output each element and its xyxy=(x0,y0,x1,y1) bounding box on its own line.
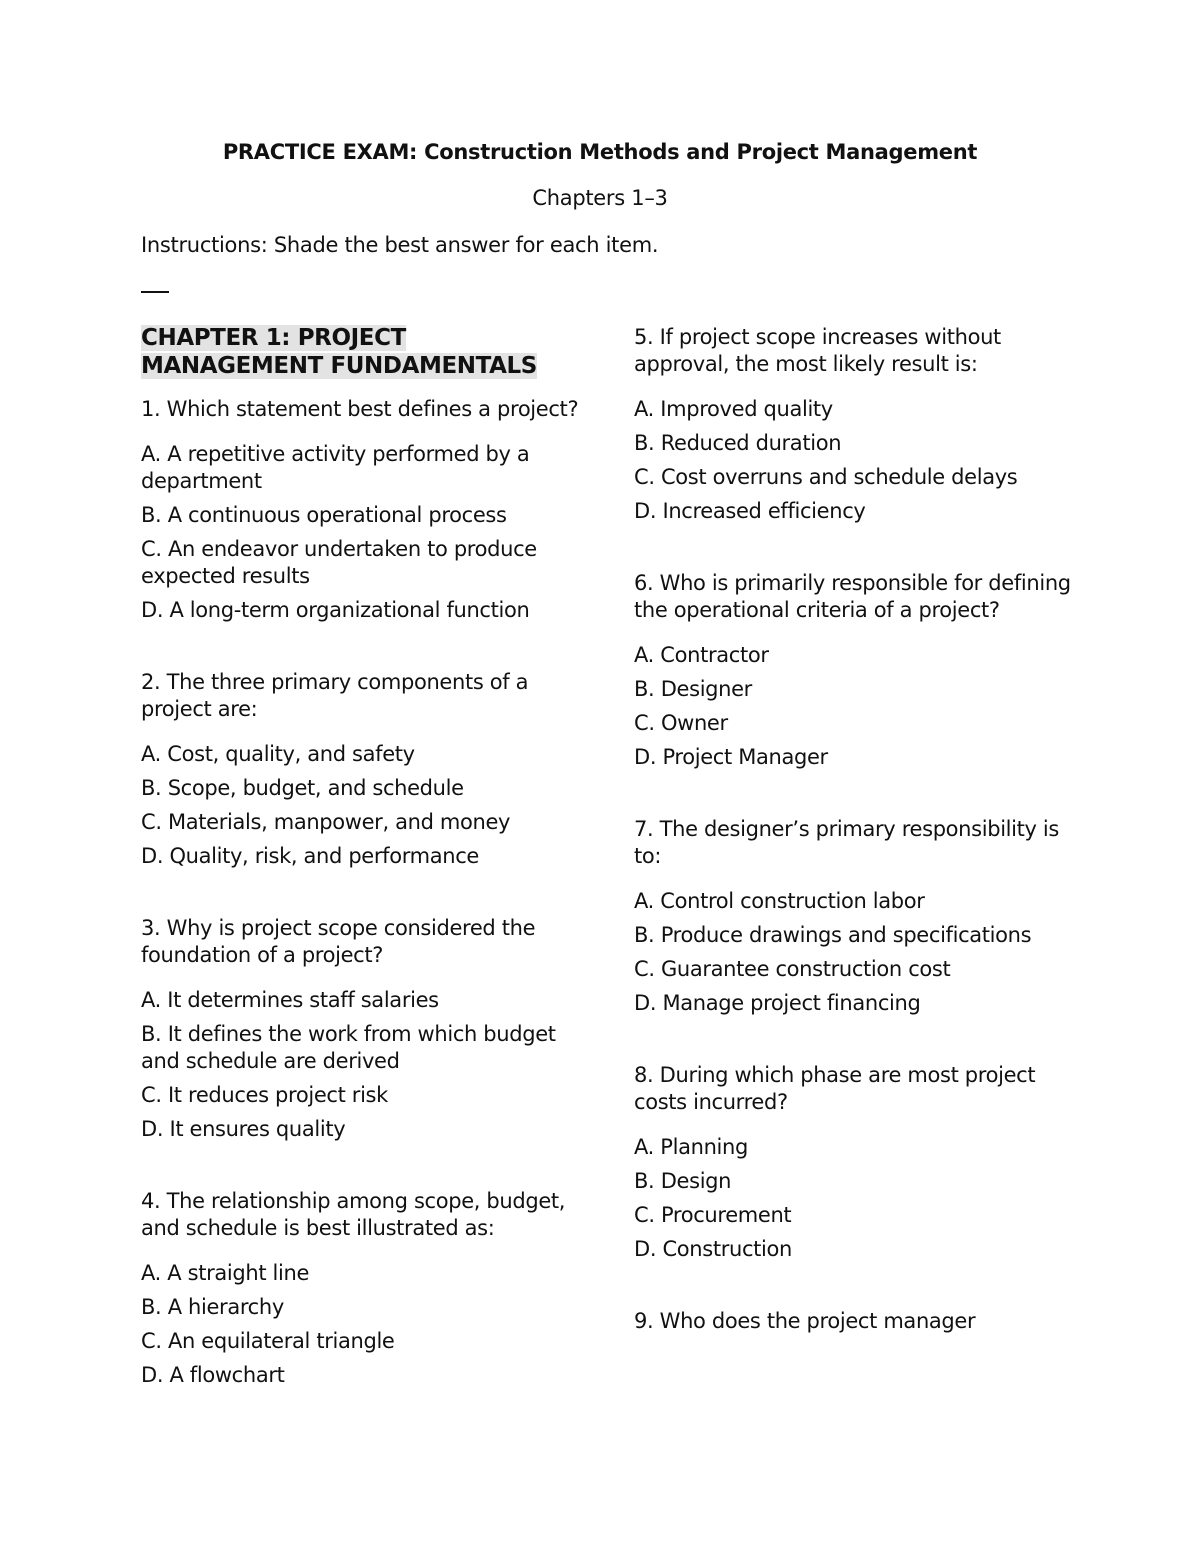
question-text: 9. Who does the project manager xyxy=(634,1309,976,1333)
spacer xyxy=(634,778,1074,816)
answer-option[interactable]: B. Produce drawings and specifications xyxy=(634,923,1032,947)
answer-option[interactable]: C. Materials, manpower, and money xyxy=(141,810,511,834)
answer-option[interactable]: C. It reduces project risk xyxy=(141,1083,388,1107)
option-list xyxy=(141,987,591,1143)
answer-option[interactable]: B. A hierarchy xyxy=(141,1295,284,1319)
chapter-heading: CHAPTER 1: PROJECT MANAGEMENT FUNDAMENTALS xyxy=(141,325,537,379)
spacer xyxy=(634,532,1074,570)
instructions-text: Instructions: Shade the best answer for each item. xyxy=(141,233,659,257)
question-text: 3. Why is project scope considered the foundation of a project? xyxy=(141,916,536,967)
answer-option[interactable]: A. It determines staff salaries xyxy=(141,988,439,1012)
question-block xyxy=(634,1062,1074,1263)
answer-option[interactable]: A. Improved quality xyxy=(634,397,833,421)
question-text: 8. During which phase are most project costs incurred? xyxy=(634,1063,1036,1114)
answer-option[interactable]: A. Planning xyxy=(634,1135,748,1159)
spacer xyxy=(634,1024,1074,1062)
option-list xyxy=(634,888,1074,1017)
question-text: 2. The three primary components of a project are: xyxy=(141,670,529,721)
answer-option[interactable]: D. A long-term organizational function xyxy=(141,598,530,622)
answer-option[interactable]: B. Reduced duration xyxy=(634,431,842,455)
exam-subtitle: Chapters 1–3 xyxy=(532,186,668,210)
answer-option[interactable]: D. Quality, risk, and performance xyxy=(141,844,479,868)
question-block xyxy=(634,1308,1074,1335)
option-list xyxy=(141,1260,591,1389)
option-list xyxy=(634,642,1074,771)
answer-option[interactable]: A. A straight line xyxy=(141,1261,310,1285)
answer-option[interactable]: C. Guarantee construction cost xyxy=(634,957,951,981)
option-list xyxy=(634,396,1074,525)
question-block xyxy=(141,1188,591,1389)
question-block xyxy=(141,396,591,624)
question-block xyxy=(141,669,591,870)
answer-option[interactable]: A. Control construction labor xyxy=(634,889,925,913)
question-text: 6. Who is primarily responsible for defining the operational criteria of a project? xyxy=(634,571,1071,622)
answer-option[interactable]: A. Cost, quality, and safety xyxy=(141,742,415,766)
option-list xyxy=(141,741,591,870)
exam-title: PRACTICE EXAM: Construction Methods and Project Management xyxy=(222,140,978,164)
answer-option[interactable]: B. Scope, budget, and schedule xyxy=(141,776,464,800)
answer-option[interactable]: D. Construction xyxy=(634,1237,792,1261)
answer-option[interactable]: A. Contractor xyxy=(634,643,769,667)
answer-option[interactable]: D. A flowchart xyxy=(141,1363,285,1387)
question-text: 4. The relationship among scope, budget, and schedule is best illustrated as: xyxy=(141,1189,566,1240)
answer-option[interactable]: D. Manage project financing xyxy=(634,991,921,1015)
right-column xyxy=(634,324,1074,1353)
option-list xyxy=(141,441,591,624)
left-column xyxy=(141,324,591,1396)
question-text: 7. The designer’s primary responsibility is to: xyxy=(634,817,1060,868)
question-text: 1. Which statement best defines a project? xyxy=(141,397,579,421)
answer-option[interactable]: A. A repetitive activity performed by a department xyxy=(141,442,530,493)
question-text: 5. If project scope increases without approval, the most likely result is: xyxy=(634,325,1001,376)
answer-option[interactable]: B. Design xyxy=(634,1169,732,1193)
section-divider xyxy=(141,291,169,293)
chapter-heading-wrap xyxy=(141,324,571,380)
spacer xyxy=(634,1270,1074,1308)
question-block xyxy=(634,816,1074,1017)
answer-option[interactable]: B. It defines the work from which budget and schedule are derived xyxy=(141,1022,556,1073)
question-block xyxy=(634,324,1074,525)
question-block xyxy=(141,915,591,1143)
spacer xyxy=(141,1150,591,1188)
answer-option[interactable]: B. A continuous operational process xyxy=(141,503,507,527)
answer-option[interactable]: B. Designer xyxy=(634,677,752,701)
answer-option[interactable]: C. Cost overruns and schedule delays xyxy=(634,465,1018,489)
answer-option[interactable]: D. Project Manager xyxy=(634,745,828,769)
question-block xyxy=(634,570,1074,771)
answer-option[interactable]: C. Owner xyxy=(634,711,728,735)
answer-option[interactable]: C. An endeavor undertaken to produce expected results xyxy=(141,537,537,588)
spacer xyxy=(141,631,591,669)
spacer xyxy=(141,877,591,915)
answer-option[interactable]: D. Increased efficiency xyxy=(634,499,866,523)
answer-option[interactable]: D. It ensures quality xyxy=(141,1117,346,1141)
answer-option[interactable]: C. Procurement xyxy=(634,1203,792,1227)
option-list xyxy=(634,1134,1074,1263)
answer-option[interactable]: C. An equilateral triangle xyxy=(141,1329,395,1353)
